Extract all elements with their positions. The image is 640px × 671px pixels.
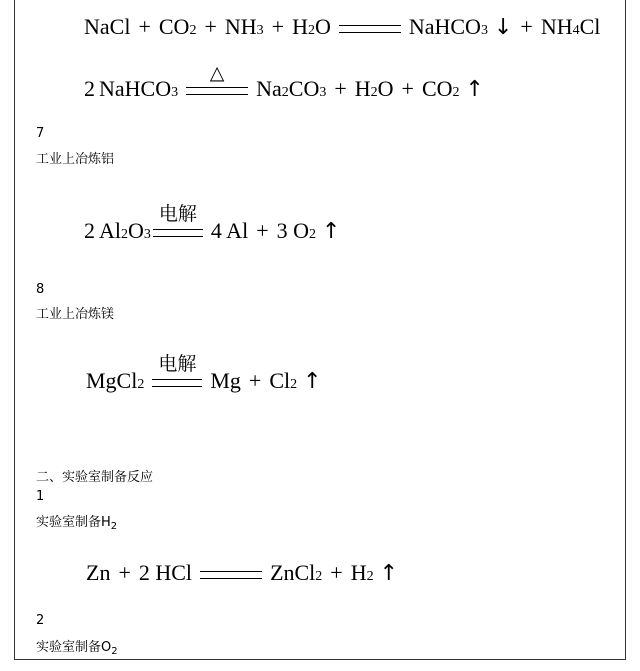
gas-arrow: ↑: [379, 561, 399, 586]
gas-arrow: ↑: [322, 219, 341, 244]
section-title-aluminum: 工业上冶炼铝: [36, 152, 115, 167]
section-title-hydrogen: 实验室制备$H_2$: [36, 515, 118, 532]
section-title-oxygen: 实验室制备$O_2$: [36, 640, 118, 657]
electrolysis-condition: 电解: [158, 203, 197, 225]
equals-sign: [339, 25, 401, 33]
heat-equals-sign: [186, 62, 248, 95]
equation-al2o3-electrolysis: 2 Al 2 O 3 电解 4 Al + 3 O 2 ↑: [84, 218, 340, 244]
section-title-magnesium: 工业上冶炼镁: [36, 307, 115, 322]
equation-zn-hcl: Zn + 2 HCl ZnCl 2 + H 2 ↑: [86, 560, 399, 586]
electrolysis-equals-sign: [152, 353, 202, 387]
equals-sign: [200, 571, 262, 579]
gas-arrow: ↑: [465, 77, 484, 102]
section-number-2: 2: [36, 613, 45, 628]
electrolysis-condition: 电解: [158, 353, 197, 375]
electrolysis-equals-sign: [153, 203, 203, 237]
section-number-1: 1: [36, 489, 45, 504]
heat-triangle-icon: △: [209, 62, 225, 84]
part-two-heading: 二、实验室制备反应: [36, 470, 154, 485]
section-number-7: 7: [36, 126, 45, 141]
precipitate-arrow: ↓: [493, 15, 513, 40]
gas-arrow: ↑: [303, 369, 322, 394]
section-number-8: 8: [36, 282, 45, 297]
equation-nahco3-decomposition: 2 NaHCO 3 △ Na 2 CO 3 + H 2 O + CO 2 ↑: [84, 62, 484, 102]
equation-nacl-co2: NaCl + CO 2 + NH 3 + H 2 O NaHCO 3 ↓ + NH 4 Cl: [84, 14, 601, 40]
equation-mgcl2-electrolysis: MgCl 2 电解 Mg + Cl 2 ↑: [86, 368, 322, 394]
